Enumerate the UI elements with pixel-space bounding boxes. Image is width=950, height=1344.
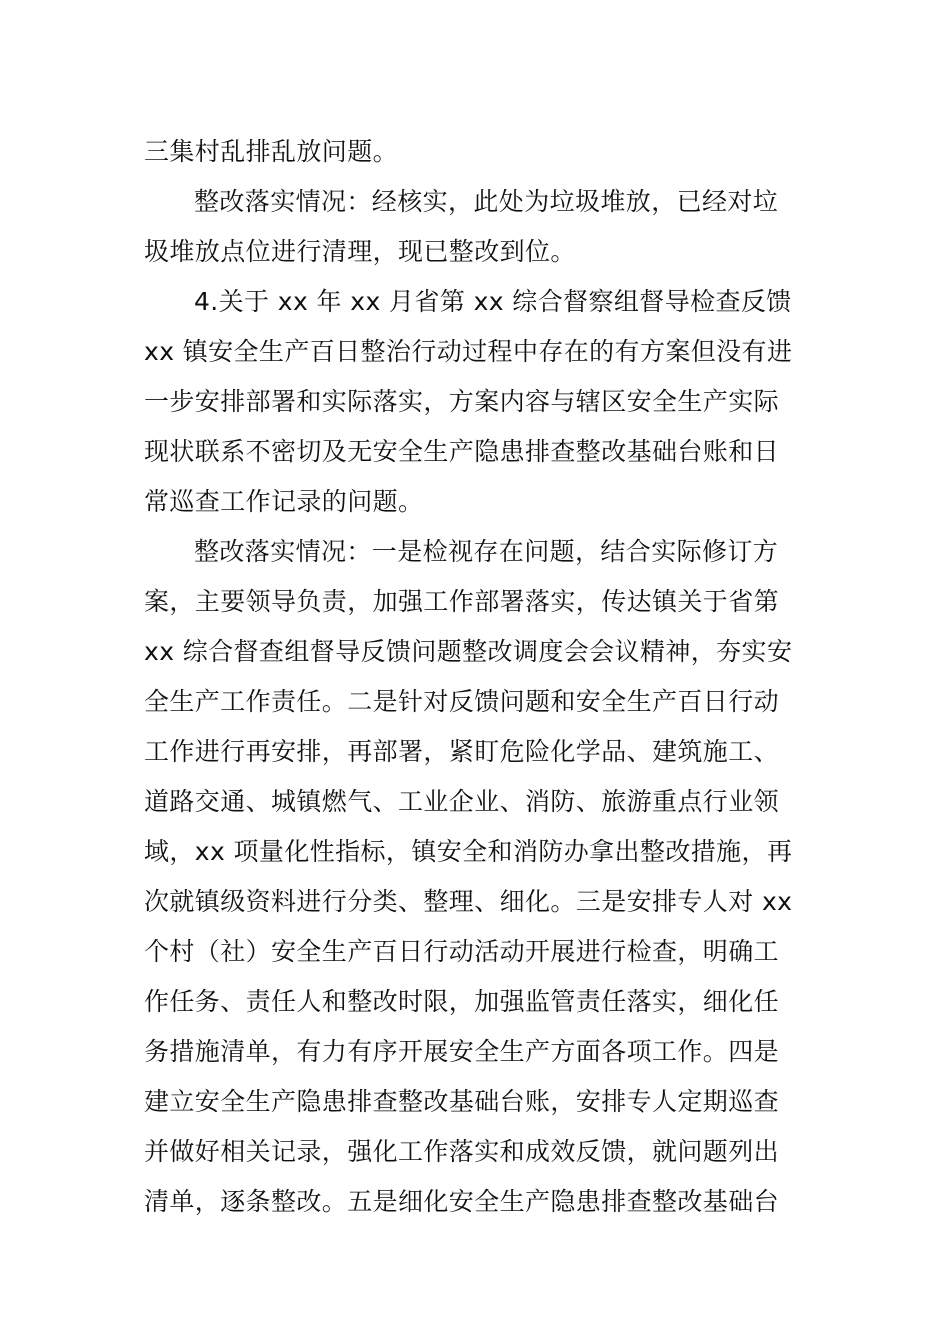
text-line: 案，主要领导负责，加强工作部署落实，传达镇关于省第 (144, 587, 780, 616)
text-line: 全生产工作责任。二是针对反馈问题和安全生产百日行动 (144, 687, 780, 716)
paragraph-item-4 (144, 277, 808, 527)
text-line: 现状联系不密切及无安全生产隐患排查整改基础台账和日 (144, 437, 780, 466)
text-line: 工作进行再安排，再部署，紧盯危险化学品、建筑施工、 (144, 737, 780, 766)
text-line: 务措施清单，有力有序开展安全生产方面各项工作。四是 (144, 1037, 780, 1066)
text-line: 整改落实情况：经核实，此处为垃圾堆放，已经对垃 (194, 187, 779, 216)
text-line: xx 综合督查组督导反馈问题整改调度会会议精神，夯实安 (144, 637, 793, 666)
text-line: 4.关于 xx 年 xx 月省第 xx 综合督察组督导检查反馈 (194, 287, 792, 316)
text-line: 清单，逐条整改。五是细化安全生产隐患排查整改基础台 (144, 1187, 780, 1216)
document-body (144, 127, 808, 1227)
text-line: 整改落实情况：一是检视存在问题，结合实际修订方 (194, 537, 779, 566)
text-line: 个村（社）安全生产百日行动活动开展进行检查，明确工 (144, 937, 780, 966)
text-line: 三集村乱排乱放问题。 (144, 137, 399, 166)
text-line: 建立安全生产隐患排查整改基础台账，安排专人定期巡查 (144, 1087, 780, 1116)
text-line: 道路交通、城镇燃气、工业企业、消防、旅游重点行业领 (144, 787, 780, 816)
text-line: 域，xx 项量化性指标，镇安全和消防办拿出整改措施，再 (144, 837, 793, 866)
text-line: 作任务、责任人和整改时限，加强监管责任落实，细化任 (144, 987, 780, 1016)
text-line: 圾堆放点位进行清理，现已整改到位。 (144, 237, 576, 266)
text-line: xx 镇安全生产百日整治行动过程中存在的有方案但没有进 (144, 337, 793, 366)
text-line: 并做好相关记录，强化工作落实和成效反馈，就问题列出 (144, 1137, 780, 1166)
text-line: 一步安排部署和实际落实，方案内容与辖区安全生产实际 (144, 387, 780, 416)
paragraph-continuation (144, 127, 808, 177)
text-line: 次就镇级资料进行分类、整理、细化。三是安排专人对 xx (144, 887, 793, 916)
paragraph-rectification-4 (144, 527, 808, 1227)
text-line: 常巡查工作记录的问题。 (144, 487, 424, 516)
paragraph-rectification-3 (144, 177, 808, 277)
